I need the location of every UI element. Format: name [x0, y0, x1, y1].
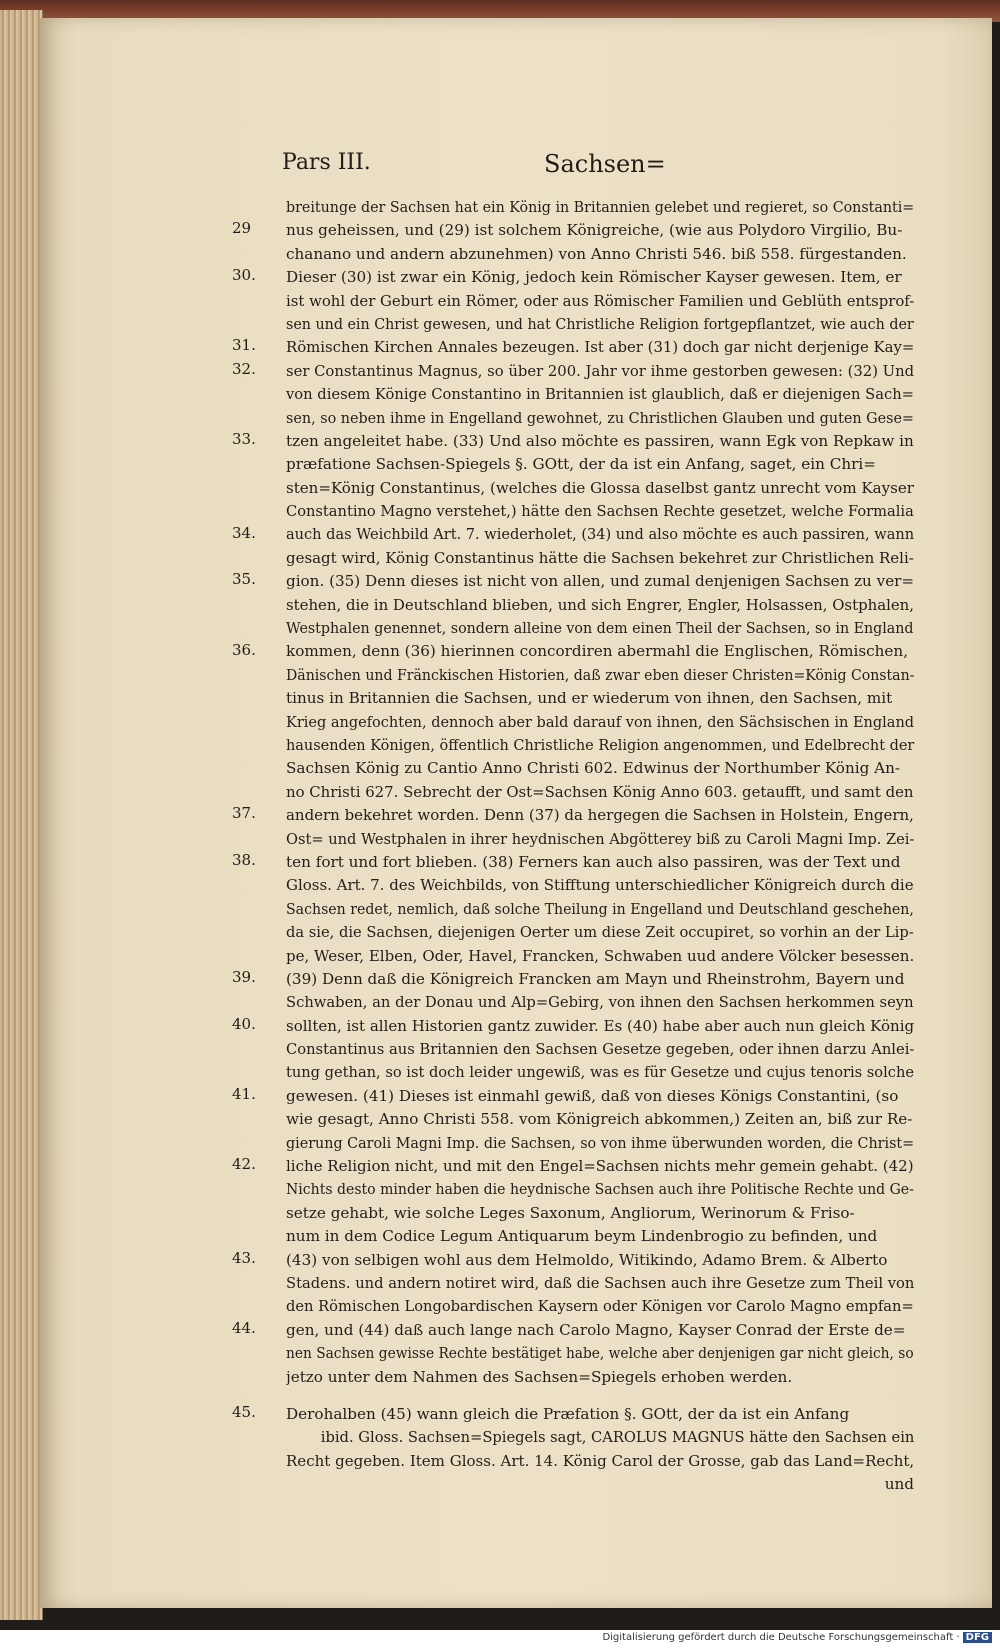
text-line: wie gesagt, Anno Christi 558. vom Königreich abkommen,) Zeiten an, biß zur Re-: [286, 1110, 913, 1129]
margin-number: 30.: [232, 266, 256, 285]
text-line: Ost= und Westphalen in ihrer heydnischen Abgötterey biß zu Caroli Magni Imp. Zei-: [286, 829, 915, 848]
text-line: gion. (35) Denn dieses ist nicht von allen, und zumal denjenigen Sachsen zu ver=: [286, 572, 915, 591]
text-line: gewesen. (41) Dieses ist einmahl gewiß, daß von dieses Königs Constantini, (so: [286, 1086, 899, 1105]
text-line: ser Constantinus Magnus, so über 200. Jahr vor ihme gestorben gewesen: (32) Und: [286, 361, 915, 380]
margin-number: 40.: [232, 1015, 256, 1033]
margin-number: 32.: [232, 359, 256, 378]
text-line: stehen, die in Deutschland blieben, und sich Engrer, Engler, Holsassen, Ostphalen,: [286, 595, 915, 614]
text-line: Dieser (30) ist zwar ein König, jedoch kein Römischer Kayser gewesen. Item, er: [286, 268, 902, 287]
text-line: num in dem Codice Legum Antiquarum beym Lindenbrogio zu befinden, und: [286, 1227, 878, 1246]
text-line: breitunge der Sachsen hat ein König in Britannien gelebet und regieret, so Constanti=: [286, 198, 915, 216]
text-line: Westphalen genennet, sondern alleine von dem einen Theil der Sachsen, so in England: [286, 619, 914, 638]
dfg-logo: DFG: [963, 1632, 992, 1643]
text-line: kommen, denn (36) hierinnen concordiren abermahl die Englischen, Römischen,: [286, 642, 909, 661]
text-line: gesagt wird, König Constantinus hätte die Sachsen bekehret zur Christlichen Reli-: [286, 548, 914, 567]
text-line: sen, so neben ihme in Engelland gewohnet, zu Christlichen Glauben und guten Gese=: [286, 408, 914, 427]
text-line: gierung Caroli Magni Imp. die Sachsen, so von ihme überwunden worden, die Christ=: [286, 1133, 915, 1152]
text-line: auch das Weichbild Art. 7. wiederholet, (34) und also möchte es auch passiren, wann: [286, 525, 915, 544]
text-line: sollten, ist allen Historien gantz zuwider. Es (40) habe aber auch nun gleich König: [286, 1016, 915, 1035]
text-line: Nichts desto minder haben die heydnische Sachsen auch ihre Politische Rechte und Ge-: [286, 1180, 914, 1199]
text-line: ten fort und fort blieben. (38) Ferners kan auch also passiren, was der Text und: [286, 852, 901, 871]
text-line: da sie, die Sachsen, diejenigen Oerter um diese Zeit occupiret, so vorhin an der Lip-: [286, 923, 914, 942]
text-line: Krieg angefochten, dennoch aber bald darauf von ihnen, den Sächsischen in England: [286, 712, 915, 731]
text-line: sen und ein Christ gewesen, und hat Christliche Religion fortgepflantzet, wie auch der: [286, 314, 914, 333]
text-line: jetzo unter dem Nahmen des Sachsen=Spiegels erhoben werden.: [286, 1367, 793, 1386]
text-line: setze gehabt, wie solche Leges Saxonum, Angliorum, Werinorum & Friso-: [286, 1203, 855, 1222]
footer-bar: [0, 1630, 1000, 1648]
margin-number: 41.: [232, 1085, 256, 1104]
text-line: sten=König Constantinus, (welches die Glossa daselbst gantz unrecht vom Kayser: [286, 478, 914, 497]
margin-number: 37.: [232, 804, 256, 823]
text-line: Römischen Kirchen Annales bezeugen. Ist aber (31) doch gar nicht derjenige Kay=: [286, 338, 915, 357]
text-line: Stadens. und andern notiret wird, daß die Sachsen auch ihre Gesetze zum Theil von: [286, 1273, 915, 1292]
text-line: Derohalben (45) wann gleich die Præfation §. GOtt, der da ist ein Anfang: [286, 1404, 850, 1423]
text-line: von diesem Könige Constantino in Britannien ist glaublich, daß er diejenigen Sach=: [286, 385, 914, 404]
margin-number: 38.: [232, 851, 256, 870]
body-text: [286, 196, 914, 1496]
text-line: Dänischen und Fränckischen Historien, daß zwar eben dieser Christen=König Constan-: [286, 665, 915, 684]
text-line: (43) von selbigen wohl aus dem Helmoldo, Witikindo, Adamo Brem. & Alberto: [286, 1250, 888, 1269]
text-line: gen, und (44) daß auch lange nach Carolo Magno, Kayser Conrad der Erste de=: [286, 1320, 906, 1339]
section-title: Sachsen=: [544, 150, 666, 178]
margin-number: 29: [232, 219, 252, 238]
text-line: Constantino Magno verstehet,) hätte den Sachsen Rechte gesetzet, welche Formalia: [286, 502, 914, 521]
text-line: andern bekehret worden. Denn (37) da hergegen die Sachsen in Holstein, Engern,: [286, 806, 914, 825]
text-line: ibid. Gloss. Sachsen=Spiegels sagt, CAROLUS MAGNUS hätte den Sachsen ein: [320, 1428, 915, 1447]
text-line: und: [884, 1475, 914, 1494]
text-line: hausenden Königen, öffentlich Christliche Religion angenommen, und Edelbrecht der: [286, 735, 915, 754]
margin-number: 45.: [232, 1403, 256, 1422]
text-line: no Christi 627. Sebrecht der Ost=Sachsen König Anno 603. getaufft, und samt den: [286, 782, 914, 801]
text-line: Sachsen König zu Cantio Anno Christi 602. Edwinus der Northumber König An-: [286, 759, 901, 778]
margin-number: 34.: [232, 523, 256, 542]
margin-number: 42.: [232, 1155, 256, 1174]
text-line: tzen angeleitet habe. (33) Und also möchte es passiren, wann Egk von Repkaw in: [286, 431, 914, 450]
text-line: tinus in Britannien die Sachsen, und er wiederum von ihnen, den Sachsen, mit: [286, 689, 893, 708]
running-head: [282, 150, 902, 186]
margin-number: 35.: [232, 570, 256, 589]
text-line: chanano und andern abzunehmen) von Anno Christi 546. biß 558. fürgestanden.: [286, 244, 907, 263]
text-line: Sachsen redet, nemlich, daß solche Theilung in Engelland und Deutschland geschehen,: [286, 899, 914, 918]
margin-number: 33.: [232, 430, 256, 448]
text-line: (39) Denn daß die Königreich Francken am Mayn und Rheinstrohm, Bayern und: [286, 969, 905, 988]
part-label: Pars III.: [282, 150, 371, 175]
text-line: Schwaben, an der Donau und Alp=Gebirg, von ihnen den Sachsen herkommen seyn: [286, 993, 914, 1012]
margin-number: 31.: [232, 336, 256, 355]
book-page-stack: [0, 10, 43, 1620]
text-line: nus geheissen, und (29) ist solchem Königreiche, (wie aus Polydoro Virgilio, Bu-: [286, 221, 903, 240]
margin-number: 36.: [232, 640, 256, 659]
margin-number: 39.: [232, 968, 256, 987]
text-line: pe, Weser, Elben, Oder, Havel, Francken, Schwaben uud andere Völcker besessen.: [286, 946, 915, 965]
text-line: nen Sachsen gewisse Rechte bestätiget habe, welche aber denjenigen gar nicht gleich, so: [286, 1344, 914, 1363]
text-line: ist wohl der Geburt ein Römer, oder aus Römischer Familien und Geblüth entsprof-: [286, 291, 915, 310]
text-line: den Römischen Longobardischen Kaysern oder Königen vor Carolo Magno empfan=: [286, 1297, 914, 1316]
paragraph-gap: [286, 1389, 914, 1403]
margin-number: 44.: [232, 1319, 256, 1338]
text-line: Gloss. Art. 7. des Weichbilds, von Stifftung unterschiedlicher Königreich durch die: [286, 876, 914, 895]
text-line: liche Religion nicht, und mit den Engel=Sachsen nichts mehr gemein gehabt. (42): [286, 1157, 914, 1176]
funding-note: Digitalisierung gefördert durch die Deutsche Forschungsgemeinschaft · DFG: [602, 1632, 992, 1643]
text-line: præfatione Sachsen-Spiegels §. GOtt, der da ist ein Anfang, saget, ein Chri=: [286, 455, 876, 474]
text-line: tung gethan, so ist doch leider ungewiß, was es für Gesetze und cujus tenoris solche: [286, 1063, 914, 1082]
text-line: Recht gegeben. Item Gloss. Art. 14. König Carol der Grosse, gab das Land=Recht,: [286, 1451, 915, 1470]
margin-number: 43.: [232, 1249, 256, 1267]
text-line: Constantinus aus Britannien den Sachsen Gesetze gegeben, oder ihnen darzu Anlei-: [286, 1040, 915, 1059]
